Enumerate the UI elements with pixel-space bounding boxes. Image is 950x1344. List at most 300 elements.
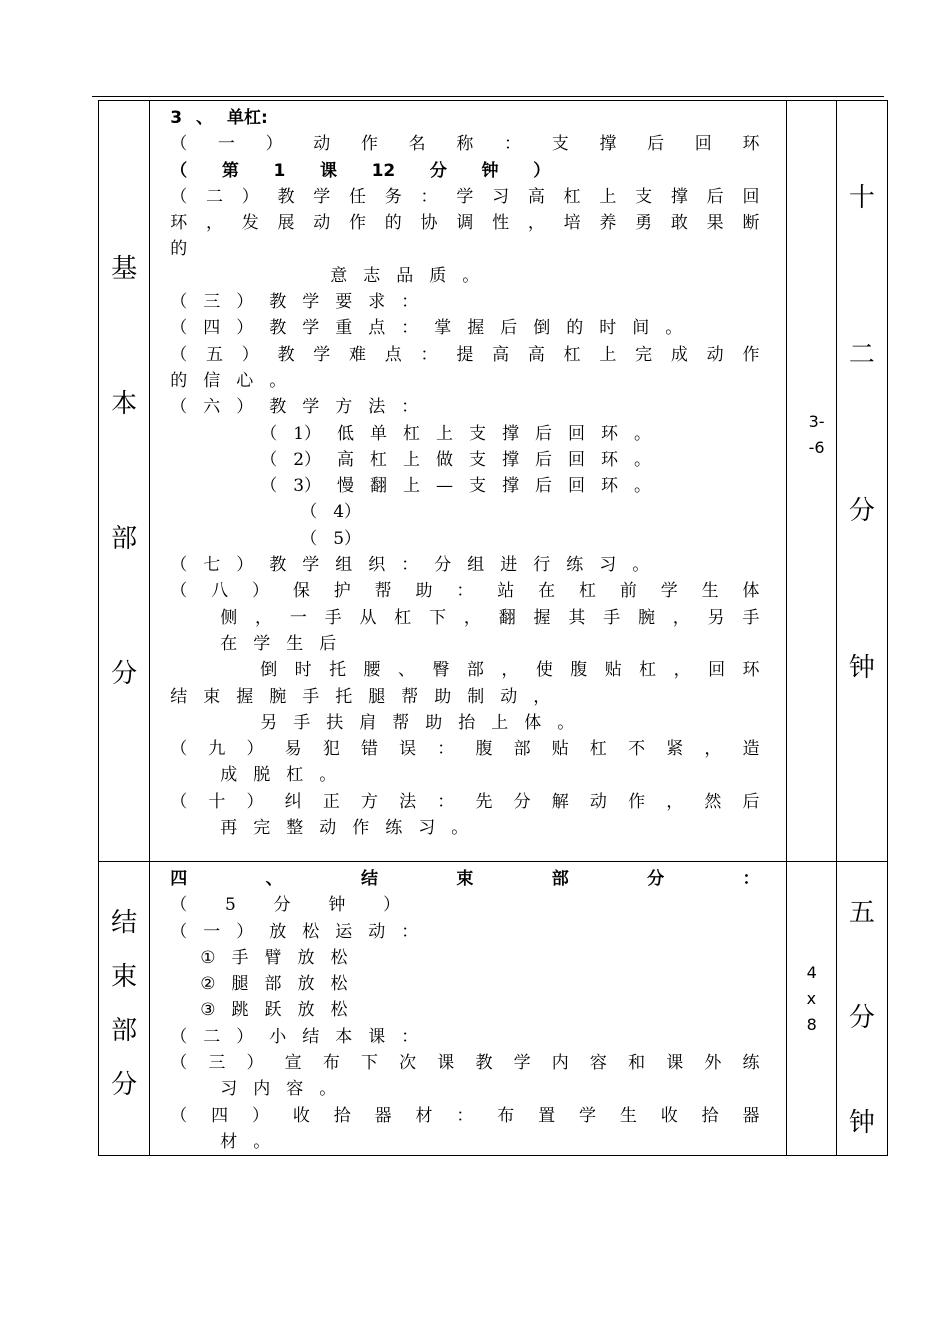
section-label-char: 分 [111,658,138,689]
content-token: ） [251,581,269,602]
content-token: 小 [269,1026,287,1047]
content-token: 心 [236,370,254,391]
content-token: ） [236,318,254,339]
content-token: 后 [500,318,518,339]
content-token: 钟 [328,895,346,916]
end-section-content-cell [150,862,786,1156]
content-token: 肩 [359,712,377,733]
content-token: 在 [220,633,238,654]
content-token: 分 [434,555,452,576]
content-line [170,184,759,210]
content-token: ） [533,160,551,181]
content-token: 勇 [635,213,653,234]
content-token: （ [170,1053,188,1074]
content-line [170,710,759,736]
content-token: ） [236,1026,254,1047]
main-section-count [787,101,836,461]
main-section-label-cell [99,101,150,862]
content-token: 支 [469,449,487,470]
content-token: 作 [628,791,646,812]
content-token: 上 [491,712,509,733]
content-line [170,1050,759,1076]
content-token: 练 [385,818,403,839]
content-token: ， [533,686,551,707]
content-token: 松 [330,974,348,995]
content-token: 回 [568,423,586,444]
content-token: 动 [500,686,518,707]
content-token: ： [420,186,438,207]
content-token: 成 [220,765,238,786]
content-token: 后 [647,134,665,155]
content-line [170,866,759,892]
content-token: 杠 [286,765,304,786]
content-token: 站 [497,581,515,602]
content-token: 先 [475,791,493,812]
content-token: 纠 [284,791,302,812]
content-token: （ [260,423,278,444]
content-token: 调 [456,213,474,234]
content-token: 二 [205,186,223,207]
content-token: 后 [535,423,553,444]
content-token: 动 [313,134,331,155]
content-token: 布 [322,1053,340,1074]
content-token: 难 [349,344,367,365]
content-token: 握 [236,686,254,707]
content-token: ： [401,397,419,418]
content-token: 时 [294,660,312,681]
content-token: 求 [368,292,386,313]
content-line [170,315,759,341]
content-token: （ [170,581,188,602]
content-token: 松 [330,1000,348,1021]
content-line [170,1129,759,1155]
content-token: 放 [269,921,287,942]
content-token: （ [170,739,188,760]
content-token: 志 [363,265,381,286]
content-token: 不 [628,739,646,760]
content-token: 脱 [253,765,271,786]
content-token: 的 [384,213,402,234]
content-token: 发 [241,213,259,234]
content-token: 四 [203,318,221,339]
content-line [170,368,759,394]
content-token: ， [666,791,684,812]
content-token: 一 [217,134,235,155]
content-token: 前 [619,581,637,602]
content-token: 回 [694,134,712,155]
content-token: 部 [264,974,282,995]
content-token: 帮 [401,686,419,707]
content-token: 手 [603,607,621,628]
duration-char: 五 [848,898,875,928]
content-line [170,945,759,971]
content-line [170,892,400,918]
content-token: 意 [330,265,348,286]
content-token: 环 [742,134,760,155]
content-token: ： [437,739,455,760]
content-token: 手 [231,947,249,968]
content-token: 结 [360,869,378,889]
content-token: 二 [203,1026,221,1047]
content-token: ） [236,397,254,418]
content-token: 抬 [458,712,476,733]
content-token: 放 [297,974,315,995]
duration-char: 钟 [848,1108,875,1138]
content-token: 束 [456,869,474,889]
content-token: 12 [371,160,396,181]
content-token: 的 [170,239,188,260]
content-token: 整 [286,818,304,839]
duration-char: 二 [848,339,875,370]
content-token: 组 [335,555,353,576]
content-token: 上 [403,449,421,470]
content-token: 后 [706,186,724,207]
content-line [170,473,759,499]
content-token: 完 [635,344,653,365]
content-token: ） [265,134,283,155]
content-token: 上 [599,344,617,365]
content-token: 手 [324,607,342,628]
content-token: 高 [527,186,545,207]
content-line [170,684,759,710]
content-token: 学 [660,581,678,602]
content-line [170,342,759,368]
content-token: 间 [632,318,650,339]
end-section-label-cell [99,862,150,1156]
content-token: 作 [360,134,378,155]
content-token: 学 [313,344,331,365]
content-token: 侧 [220,607,238,628]
content-token: 重 [335,318,353,339]
content-token: 助 [415,581,433,602]
content-token: 学 [302,397,320,418]
content-token: ： [437,791,455,812]
count-text: -6 [808,438,825,457]
content-token: 。 [451,818,469,839]
content-token: ） [236,292,254,313]
content-token: 杠 [563,344,581,365]
content-token: 完 [253,818,271,839]
content-token: （ [170,791,188,812]
content-token: 教 [269,555,287,576]
content-token: 的 [566,318,584,339]
content-token: 务 [384,186,402,207]
content-token: 置 [538,1105,556,1126]
content-token: 课 [319,160,337,181]
content-token: 然 [704,791,722,812]
content-token: 回 [708,660,726,681]
content-token: 犯 [322,739,340,760]
content-token: 翻 [498,607,516,628]
content-token: 撑 [670,186,688,207]
content-token: （ [170,292,188,313]
content-token: 教 [269,318,287,339]
content-token: 。 [634,423,652,444]
content-token: 扶 [326,712,344,733]
main-section-count-cell [786,101,836,862]
content-token: 生 [286,633,304,654]
content-token: 撑 [502,423,520,444]
content-token: 上 [599,186,617,207]
content-token: 高 [337,449,355,470]
duration-char: 分 [848,1003,875,1033]
content-token: （ [170,160,188,181]
content-token: 体 [524,712,542,733]
content-token: 钟 [481,160,499,181]
content-token: 束 [203,686,221,707]
content-token: 上 [436,423,454,444]
content-line [170,971,759,997]
content-token: 后 [742,791,760,812]
content-token: 手 [302,686,320,707]
content-token: 点 [384,344,402,365]
content-token: 部 [466,660,484,681]
content-token: （ [170,134,188,155]
content-token: 方 [335,397,353,418]
content-line [170,552,759,578]
content-token: 体 [742,581,760,602]
content-line [170,289,759,315]
content-token: 生 [619,1105,637,1126]
content-token: 保 [292,581,310,602]
content-token: 布 [497,1105,515,1126]
content-token: ： [504,134,521,155]
content-token: 四 [211,1105,229,1126]
content-token: 的 [170,370,188,391]
content-token: 进 [500,555,518,576]
content-token: 支 [551,134,569,155]
content-token: 下 [429,607,447,628]
content-token: 教 [277,186,295,207]
content-token: 成 [670,344,688,365]
content-token: 内 [551,1053,569,1074]
content-line [170,421,759,447]
content-token: 回 [568,449,586,470]
content-token: 要 [335,292,353,313]
content-token: 。 [462,265,480,286]
content-token: 5） [333,528,362,549]
content-token: 动 [589,791,607,812]
end-section-count-cell [786,862,836,1156]
content-token: 动 [313,213,331,234]
content-token: 正 [322,791,340,812]
content-token: 环 [170,213,188,234]
content-token: 后 [535,449,553,470]
content-token: 手 [293,712,311,733]
content-token: ： [401,555,419,576]
content-token: 放 [297,947,315,968]
content-token: 八 [211,581,229,602]
content-token: 腰 [363,660,381,681]
content-token: 学 [313,186,331,207]
content-token: 第 [221,160,239,181]
content-token: ） [246,791,264,812]
content-token: 再 [220,818,238,839]
content-token: 帮 [392,712,410,733]
content-line [170,736,759,762]
content-token: 松 [330,947,348,968]
content-token: 七 [203,555,221,576]
content-line [170,631,759,657]
content-line [170,1103,759,1129]
content-token: 结 [302,1026,320,1047]
end-section-count [787,862,836,1038]
content-line [170,919,759,945]
content-token: 材 [415,1105,433,1126]
content-line [170,815,759,841]
content-token: 运 [335,921,353,942]
content-token: ： [420,344,438,365]
duration-char: 十 [848,183,875,213]
content-token: 回 [568,476,586,497]
count-text: 4 [806,963,817,982]
content-token: 结 [170,686,188,707]
content-token: 法 [399,791,417,812]
content-token: 杠 [370,449,388,470]
content-token: ， [527,213,545,234]
content-token: 从 [359,607,377,628]
content-token: ， [501,660,519,681]
content-token: 环 [601,449,619,470]
section-label-char: 部 [111,523,138,554]
content-token: ： [401,292,419,313]
section-label-char: 结 [111,908,138,938]
content-token: 贴 [604,660,622,681]
content-token: ③ [200,1000,216,1021]
content-token: 杠 [563,186,581,207]
content-token: 放 [297,1000,315,1021]
content-token: 在 [538,581,556,602]
content-token: ： [742,869,760,889]
content-token: 杠 [394,607,412,628]
content-token: 。 [269,370,287,391]
section-label-char: 束 [111,962,138,992]
content-token: （ [170,1105,188,1126]
content-token: 1 [273,160,286,181]
content-token: — [436,476,454,497]
content-token: 另 [260,712,278,733]
content-token: ） [383,895,401,916]
content-token: 倒 [260,660,278,681]
content-token: 、 [196,108,214,128]
content-line [170,394,759,420]
end-section-time [837,862,887,1152]
content-line [170,526,759,552]
content-token: 护 [333,581,351,602]
content-line [170,236,759,262]
content-token: 环 [601,423,619,444]
content-token: 造 [742,739,760,760]
content-token: ， [463,607,481,628]
content-token: 作 [352,818,370,839]
content-token: 。 [632,555,650,576]
content-token: 杠 [403,423,421,444]
content-token: 协 [420,213,438,234]
content-token: 松 [302,921,320,942]
content-token: 紧 [666,739,684,760]
content-token: 贴 [551,739,569,760]
content-token: 4） [333,502,362,523]
content-token: 本 [335,1026,353,1047]
content-token: 学 [302,292,320,313]
content-token: （ [170,397,188,418]
content-token: 分 [429,160,447,181]
content-token: 臀 [432,660,450,681]
end-section-row [99,862,888,1156]
content-token: 作 [742,344,760,365]
content-token: （ [170,186,188,207]
content-token: 。 [665,318,683,339]
main-section-time [837,101,887,861]
content-token: 助 [434,686,452,707]
content-token: 断 [742,213,760,234]
content-token: 其 [568,607,586,628]
content-token: 习 [220,1079,238,1100]
content-token: 撑 [502,476,520,497]
content-token: 撑 [599,134,617,155]
content-token: （ [260,449,278,470]
content-token: 学 [578,1105,596,1126]
content-token: 3 [170,108,183,128]
content-token: 名 [408,134,426,155]
content-token: 学 [302,555,320,576]
content-token: ： [401,921,419,942]
content-token: 九 [208,739,226,760]
content-token: 提 [456,344,474,365]
content-token: 支 [469,423,487,444]
end-section-content [150,862,785,1155]
content-token: 误 [399,739,417,760]
content-token: ） [246,1053,264,1074]
content-token: （ [170,318,188,339]
content-token: 使 [535,660,553,681]
content-token: 后 [535,476,553,497]
content-token: 、 [265,869,283,889]
content-token: 分 [273,895,291,916]
content-token: 养 [599,213,617,234]
content-line [170,605,759,631]
content-token: 教 [269,397,287,418]
content-token: 单杠: [227,108,268,128]
content-token: 撑 [502,449,520,470]
main-section-row [99,101,888,862]
content-token: 腹 [570,660,588,681]
content-token: （ [170,895,188,916]
content-token: 部 [513,739,531,760]
content-token: ② [200,974,216,995]
content-token: 。 [253,1131,271,1152]
content-token: 分 [513,791,531,812]
count-text: x [806,989,817,1008]
content-line [170,105,759,131]
content-token: 器 [742,1105,760,1126]
section-label-char: 基 [111,253,138,284]
content-token: 回 [742,186,760,207]
content-token: 信 [203,370,221,391]
content-token: 学 [456,186,474,207]
content-token: 点 [368,318,386,339]
content-token: 生 [701,581,719,602]
content-token: 课 [437,1053,455,1074]
content-token: 收 [660,1105,678,1126]
content-token: 2） [293,449,322,470]
content-token: 任 [349,186,367,207]
content-line [170,263,759,289]
content-token: 一 [203,921,221,942]
content-token: 托 [329,660,347,681]
section-label-char: 本 [111,388,138,419]
content-token: 品 [396,265,414,286]
